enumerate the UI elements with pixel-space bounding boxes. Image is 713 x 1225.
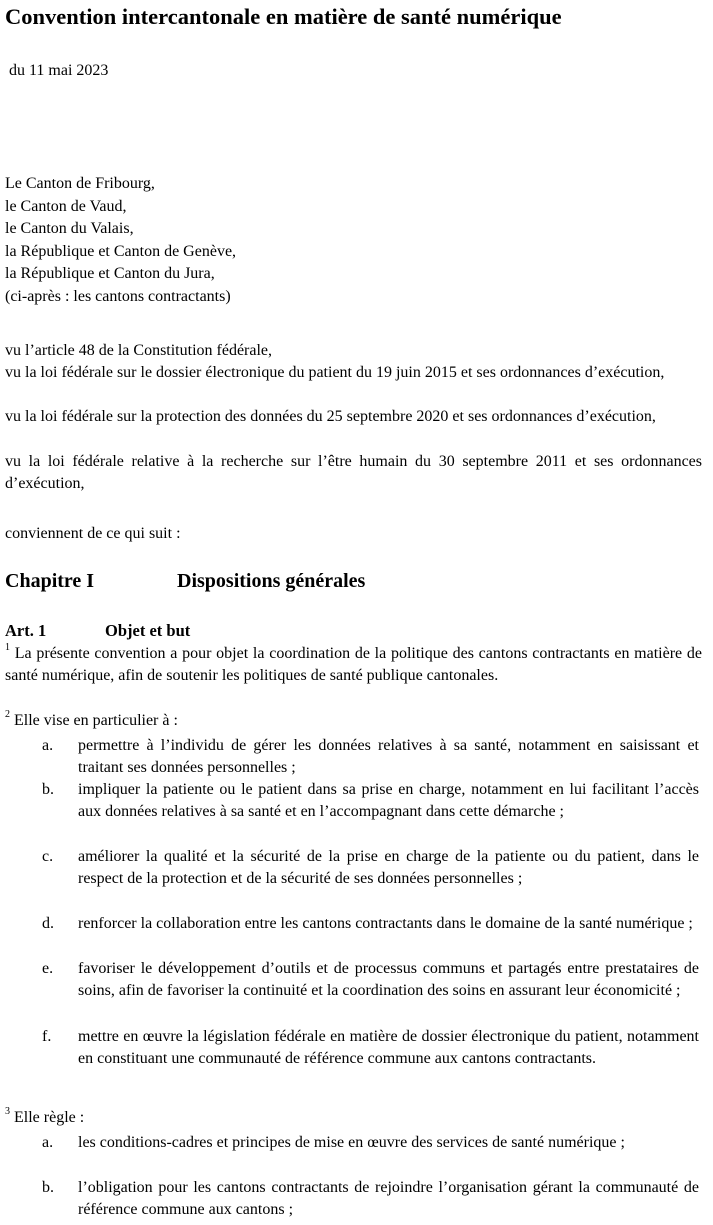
consideration-4: vu la loi fédérale relative à la recherche sur l’être humain du 30 septembre 2011 et ses ordonnances d’exécution, — [5, 453, 702, 492]
document-date: du 11 mai 2023 — [9, 62, 109, 79]
list-item — [0, 913, 699, 958]
agreement-text: conviennent de ce qui suit : — [5, 525, 181, 542]
list-item-text: permettre à l’individu de gérer les données relatives à sa santé, notamment en saisissant et traitant ses données personnelles ; — [78, 737, 699, 776]
list-item-text: impliquer la patiente ou le patient dans sa prise en charge, notamment en lui facilitant l’accès aux données relatives à sa santé et en l’accompagnant dans cette démarche ; — [78, 781, 699, 820]
list-letter: a. — [42, 1134, 54, 1151]
alinea-text: Elle règle : — [14, 1109, 85, 1126]
list-letter: b. — [42, 781, 54, 798]
alinea-2 — [5, 710, 702, 732]
list-item — [0, 1177, 699, 1222]
alinea-number: 2 — [5, 708, 10, 720]
document-title: Convention intercantonale en matière de santé numérique — [5, 4, 562, 29]
list-item — [0, 1026, 699, 1092]
list-letter: f. — [42, 1028, 52, 1045]
list-item — [0, 1132, 699, 1177]
article-number: Art. 1 — [5, 621, 47, 640]
alinea-3 — [5, 1107, 702, 1129]
list-item — [0, 779, 699, 846]
alinea-number: 1 — [5, 641, 10, 653]
list-item-text: favoriser le développement d’outils et de processus communs et partagés entre prestataires de soins, afin de favoriser la continuité et la coordination des soins en assurant leur économicité ; — [78, 960, 699, 999]
list-item — [0, 846, 699, 913]
chapter-heading — [5, 567, 365, 595]
alinea-number: 3 — [5, 1105, 10, 1117]
party-line: le Canton du Valais, — [5, 220, 134, 237]
article-title: Objet et but — [105, 621, 191, 640]
chapter-title: Dispositions générales — [177, 570, 366, 592]
alinea-3-list — [0, 1132, 713, 1222]
article-heading — [5, 620, 190, 642]
party-line: la République et Canton du Jura, — [5, 265, 215, 282]
alinea-1 — [5, 643, 702, 687]
list-letter: a. — [42, 737, 54, 754]
consideration-2: vu la loi fédérale sur le dossier électronique du patient du 19 juin 2015 et ses ordonnances d’exécution, — [5, 364, 665, 381]
list-letter: b. — [42, 1179, 54, 1196]
party-line: (ci-après : les cantons contractants) — [5, 287, 231, 305]
list-letter: c. — [42, 848, 54, 865]
party-line: le Canton de Vaud, — [5, 197, 127, 215]
list-item-text: les conditions-cadres et principes de mise en œuvre des services de santé numérique ; — [78, 1134, 625, 1151]
list-item-text: améliorer la qualité et la sécurité de la prise en charge de la patiente ou du patient, dans le respect de la protection et de la sécurité de ses données personnelles ; — [78, 848, 699, 887]
consideration-3: vu la loi fédérale sur la protection des données du 25 septembre 2020 et ses ordonnances d’exécution, — [5, 408, 656, 425]
party-line: la République et Canton de Genève, — [5, 242, 237, 260]
list-letter: e. — [42, 960, 54, 977]
chapter-number: Chapitre I — [5, 570, 95, 592]
list-item-text: mettre en œuvre la législation fédérale en matière de dossier électronique du patient, notamment en constituant une communauté de référence commune aux cantons contractants. — [78, 1028, 699, 1067]
list-item-text: renforcer la collaboration entre les cantons contractants dans le domaine de la santé numérique ; — [78, 915, 693, 932]
alinea-text: La présente convention a pour objet la coordination de la politique des cantons contractants en matière de santé numérique, afin de soutenir les politiques de santé publique cantonales. — [5, 645, 703, 684]
parties-block — [5, 173, 705, 308]
list-item — [0, 735, 699, 779]
alinea-text: Elle vise en particulier à : — [14, 712, 178, 729]
alinea-2-list — [0, 735, 713, 1092]
consideration-1: vu l’article 48 de la Constitution fédérale, — [5, 342, 273, 359]
party-line: Le Canton de Fribourg, — [5, 175, 155, 192]
list-letter: d. — [42, 915, 54, 932]
list-item — [0, 958, 699, 1026]
list-item-text: l’obligation pour les cantons contractants de rejoindre l’organisation gérant la communauté de référence commune aux cantons ; — [78, 1179, 699, 1218]
